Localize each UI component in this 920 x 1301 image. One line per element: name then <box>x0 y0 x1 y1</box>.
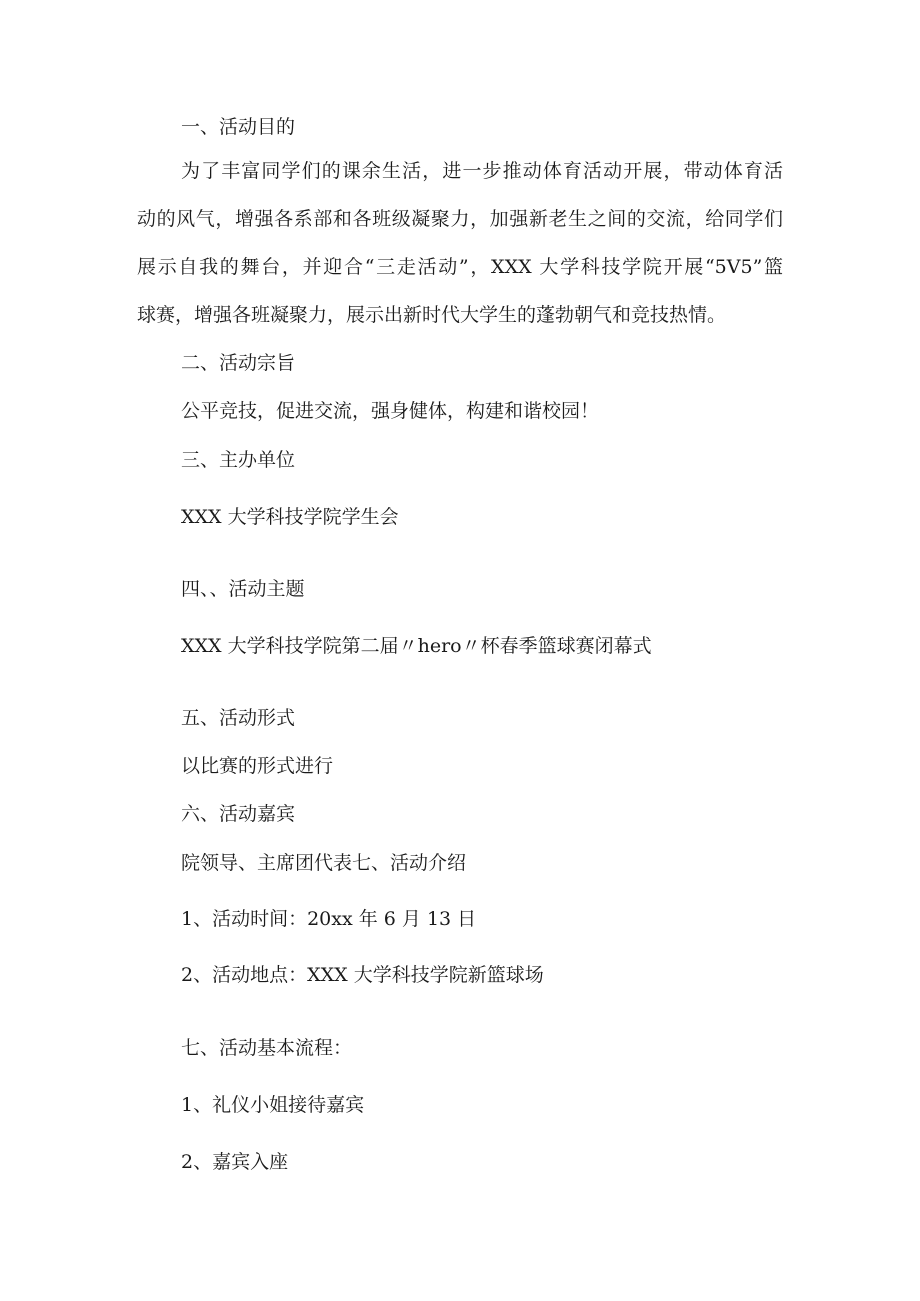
intro-place: 2、活动地点：XXX 大学科技学院新篮球场 <box>181 964 544 986</box>
process-step-2: 2、嘉宾入座 <box>181 1151 289 1173</box>
purpose-paragraph-line-1: 为了丰富同学们的课余生活，进一步推动体育活动开展，带动体育活 <box>181 160 783 182</box>
section-heading-organizer: 三、主办单位 <box>181 449 296 471</box>
purpose-paragraph-line-3: 展示自我的舞台，并迎合“三走活动”，XXX 大学科技学院开展“5V5”篮 <box>137 256 783 278</box>
section-heading-guests: 六、活动嘉宾 <box>181 803 296 825</box>
form-text: 以比赛的形式进行 <box>181 755 334 777</box>
section-heading-process: 七、活动基本流程： <box>181 1037 353 1059</box>
purpose-paragraph-line-2: 动的风气，增强各系部和各班级凝聚力，加强新老生之间的交流，给同学们 <box>137 208 783 230</box>
purpose-paragraph-line-4: 球赛，增强各班凝聚力，展示出新时代大学生的蓬勃朝气和竞技热情。 <box>137 304 727 326</box>
theme-text: XXX 大学科技学院第二届〃hero〃杯春季篮球赛闭幕式 <box>181 635 652 657</box>
tenet-text: 公平竞技，促进交流，强身健体，构建和谐校园！ <box>181 400 600 422</box>
section-heading-form: 五、活动形式 <box>181 707 296 729</box>
section-heading-purpose: 一、活动目的 <box>181 116 296 138</box>
organizer-text: XXX 大学科技学院学生会 <box>181 506 399 528</box>
section-heading-theme: 四、、活动主题 <box>181 578 305 600</box>
process-step-1: 1、礼仪小姐接待嘉宾 <box>181 1094 365 1116</box>
guests-text: 院领导、主席团代表七、活动介绍 <box>181 852 467 874</box>
section-heading-tenet: 二、活动宗旨 <box>181 352 296 374</box>
intro-time: 1、活动时间：20xx 年 6 月 13 日 <box>181 908 477 930</box>
